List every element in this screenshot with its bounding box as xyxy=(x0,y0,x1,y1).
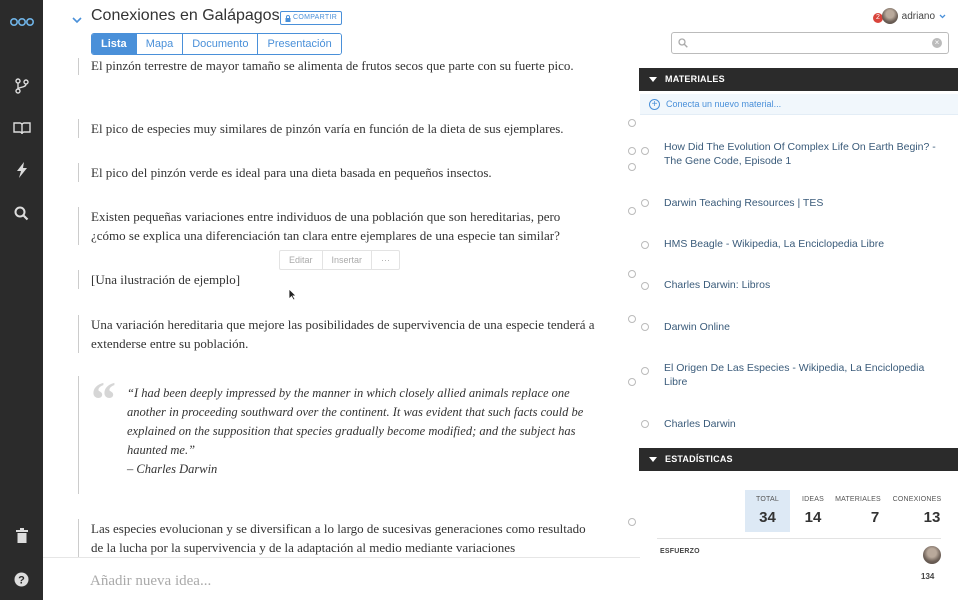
connector-dot[interactable] xyxy=(641,147,649,155)
collapse-chevron-icon[interactable] xyxy=(72,11,82,29)
connector-dot[interactable] xyxy=(628,315,636,323)
plus-icon: + xyxy=(649,99,660,110)
collapse-triangle-icon xyxy=(649,457,657,462)
idea-item[interactable]: El pico de especies muy similares de pinzón varía en función de la dieta de sus ejemplares. xyxy=(78,119,598,138)
stat-total-value: 34 xyxy=(759,509,776,526)
materials-title: MATERIALES xyxy=(665,74,725,84)
material-item[interactable]: How Did The Evolution Of Complex Life On Earth Begin? - The Gene Code, Episode 1 xyxy=(664,141,936,167)
stat-materials-value: 7 xyxy=(870,509,880,526)
connector-dot[interactable] xyxy=(628,518,636,526)
material-item[interactable]: Charles Darwin xyxy=(664,418,736,430)
materials-header[interactable] xyxy=(639,68,958,91)
connector-dot[interactable] xyxy=(628,163,636,171)
idea-toolbar xyxy=(279,250,400,270)
idea-item[interactable]: Las especies evolucionan y se diversifican a lo largo de sucesivas generaciones como resultado de la lucha por la supervivencia y de la adaptación al medio mediante variaciones xyxy=(78,519,598,557)
quote-item[interactable] xyxy=(78,371,598,494)
notification-badge[interactable]: 2 xyxy=(873,13,883,23)
stat-connections-value: 13 xyxy=(923,509,941,526)
lock-icon xyxy=(285,15,291,22)
idea-item[interactable]: El pinzón terrestre de mayor tamaño se alimenta de frutos secos que parte con su fuerte pico. xyxy=(78,58,598,75)
nav-rail xyxy=(0,0,43,600)
connector-dot[interactable] xyxy=(641,199,649,207)
new-idea-input[interactable]: Añadir nueva idea... xyxy=(90,573,212,589)
idea-item[interactable]: El pico del pinzón verde es ideal para una dieta basada en pequeños insectos. xyxy=(78,163,598,182)
stat-ideas-label: IDEAS xyxy=(801,496,824,503)
logo-icon[interactable] xyxy=(0,8,43,36)
connect-material-label: Conecta un nuevo material... xyxy=(666,99,782,109)
chevron-down-icon[interactable] xyxy=(939,14,946,19)
connector-dot[interactable] xyxy=(628,147,636,155)
connect-material-button[interactable] xyxy=(640,94,958,115)
stats-title: ESTADÍSTICAS xyxy=(665,454,733,464)
edit-button[interactable]: Editar xyxy=(280,251,323,269)
tab-lista[interactable]: Lista xyxy=(92,34,137,54)
stat-connections-label: CONEXIONES xyxy=(892,496,942,503)
connector-dot[interactable] xyxy=(641,323,649,331)
stat-ideas-value: 14 xyxy=(804,509,822,526)
material-item[interactable]: Darwin Online xyxy=(664,321,730,333)
trash-icon[interactable] xyxy=(0,521,43,549)
search-icon[interactable] xyxy=(0,199,43,227)
search-input[interactable] xyxy=(671,32,949,54)
lightning-icon[interactable] xyxy=(0,156,43,184)
quote-author: – Charles Darwin xyxy=(127,462,218,476)
divider xyxy=(657,538,941,539)
user-menu[interactable] xyxy=(882,8,946,24)
branch-icon[interactable] xyxy=(0,72,43,100)
stat-total-label: TOTAL xyxy=(756,496,779,503)
quote-mark-icon: “ xyxy=(91,371,116,427)
book-icon[interactable] xyxy=(0,114,43,142)
material-item[interactable]: Charles Darwin: Libros xyxy=(664,279,771,291)
effort-value: 134 xyxy=(921,572,935,581)
quote-body: “I had been deeply impressed by the manner in which closely allied animals replace one another in proceeding southward over the continent. It was evident that such facts could be explained on the supposition that species gradually become modified; and the subject has haunted me.” xyxy=(127,386,584,457)
collapse-triangle-icon xyxy=(649,77,657,82)
connector-dot[interactable] xyxy=(628,270,636,278)
connector-dot[interactable] xyxy=(628,119,636,127)
share-button[interactable] xyxy=(280,11,342,25)
material-item[interactable]: HMS Beagle - Wikipedia, La Enciclopedia Libre xyxy=(664,238,885,250)
connector-dot[interactable] xyxy=(641,420,649,428)
avatar xyxy=(923,546,941,564)
idea-list xyxy=(43,58,613,558)
connector-dot[interactable] xyxy=(641,282,649,290)
idea-item[interactable]: Una variación hereditaria que mejore las posibilidades de supervivencia de una especie tenderá a extenderse entre su población. xyxy=(78,315,598,353)
connector-dot[interactable] xyxy=(628,207,636,215)
clear-search-icon[interactable]: × xyxy=(932,38,942,48)
quote-text xyxy=(127,384,587,479)
tab-documento[interactable]: Documento xyxy=(183,34,258,54)
search-icon xyxy=(678,38,688,48)
share-label: COMPARTIR xyxy=(293,14,338,21)
view-tabs xyxy=(91,33,342,55)
new-idea-bar[interactable] xyxy=(43,557,640,600)
user-name[interactable]: adriano xyxy=(901,10,935,22)
svg-text:?: ? xyxy=(18,574,25,586)
tab-mapa[interactable]: Mapa xyxy=(137,34,184,54)
page-title: Conexiones en Galápagos xyxy=(91,7,280,24)
connector-dot[interactable] xyxy=(641,241,649,249)
connector-dot[interactable] xyxy=(641,367,649,375)
tab-presentacion[interactable]: Presentación xyxy=(258,34,340,54)
mouse-cursor-icon xyxy=(288,288,297,301)
stats-header[interactable] xyxy=(639,448,958,471)
material-item[interactable]: Darwin Teaching Resources | TES xyxy=(664,197,824,209)
help-icon[interactable] xyxy=(0,565,43,593)
avatar[interactable] xyxy=(882,8,898,24)
more-button[interactable]: ··· xyxy=(381,255,391,265)
material-item[interactable]: El Origen De Las Especies - Wikipedia, La Enciclopedia Libre xyxy=(664,362,925,388)
connector-dot[interactable] xyxy=(628,378,636,386)
idea-item[interactable]: [Una ilustración de ejemplo] xyxy=(78,270,598,289)
stat-materials-label: MATERIALES xyxy=(835,496,881,503)
effort-label: ESFUERZO xyxy=(660,548,700,555)
insert-button[interactable]: Insertar xyxy=(323,251,373,269)
idea-item[interactable]: Existen pequeñas variaciones entre individuos de una población que son hereditarias, pero ¿cómo se explica una diferenciación tan clara entre ejemplares de una especie tan similar? xyxy=(78,207,598,245)
